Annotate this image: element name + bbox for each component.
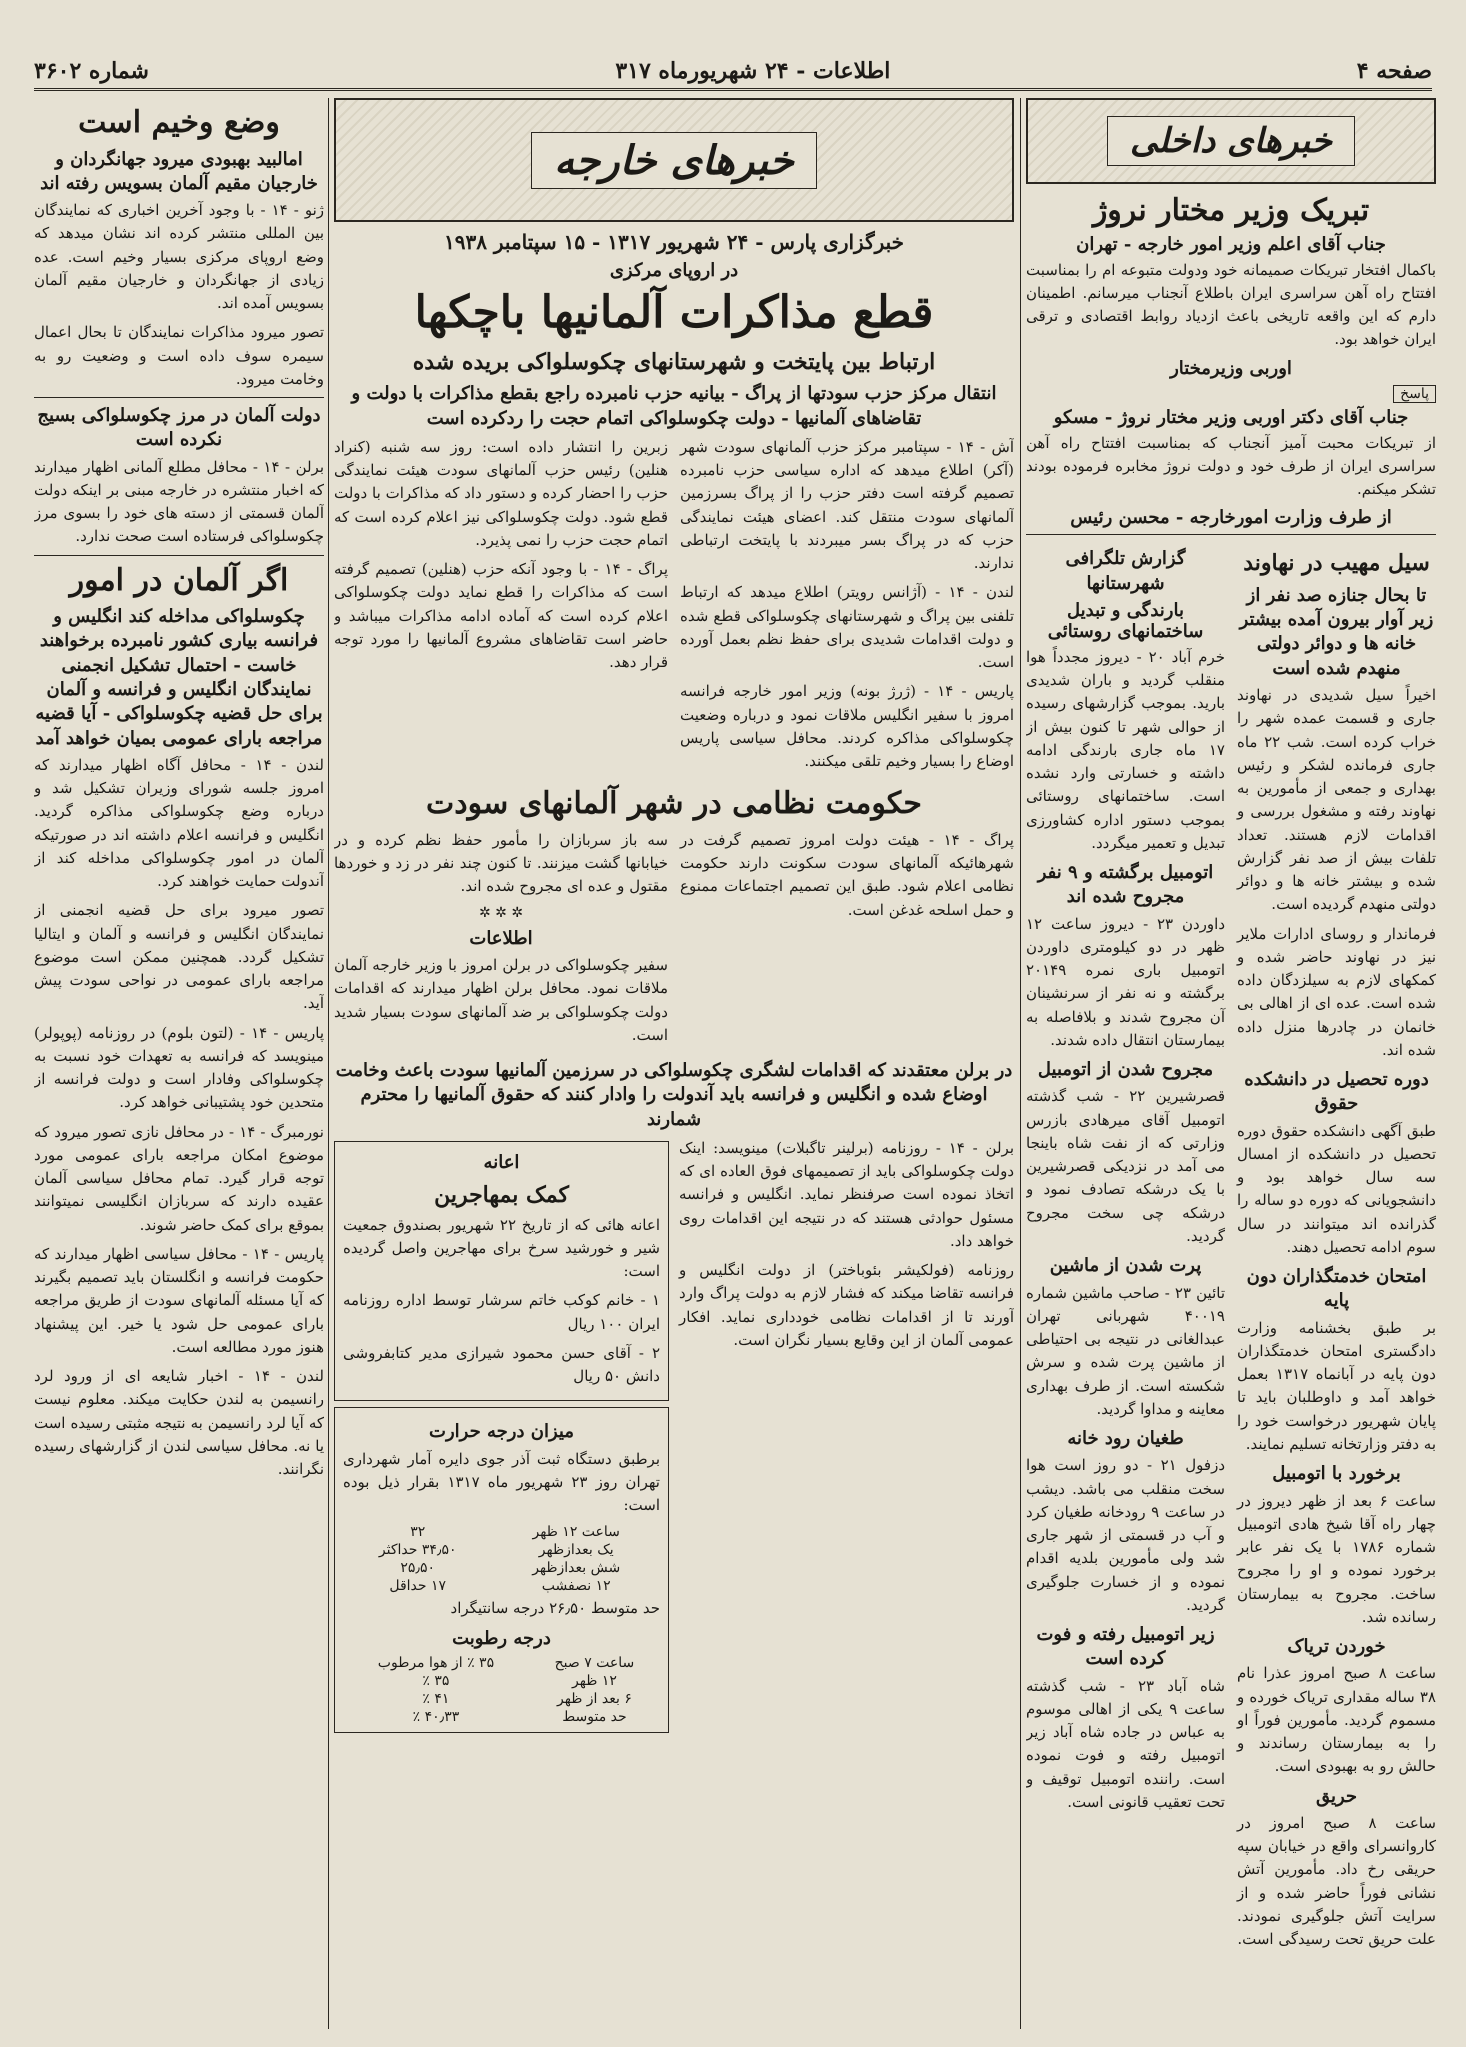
table-cell: ۴۰٫۳۳ ٪ — [412, 1708, 460, 1725]
star-ornament: ✲ ✲ ✲ — [478, 904, 524, 921]
table-cell: ۶ بعد از ظهر — [557, 1690, 632, 1707]
region-kicker: در اروپای مرکزی — [609, 260, 739, 281]
law-course-headline: دوره تحصیل در دانشکده حقوق — [1244, 1069, 1429, 1115]
donation-label: اعانه — [483, 1151, 520, 1173]
table-row — [343, 1672, 660, 1690]
report-text: خرم آباد ۲۰ - دیروز مجدداً هوا منقلب گردید و باران شدیدی بارید. بموجب گزارشهای رسیده از حوالی شهر تا کنون بیش از ۱۷ ماه جاری بارندگی ادامه داشته و خسارتی وارد نشده است. ساختمانهای روستائی بموجب دستور اداره کشاورزی تبدیل و تعمیر میگردد. — [1026, 647, 1225, 852]
norway-addressee: جناب آقای اعلم وزیر امور خارجه - تهران — [1076, 233, 1386, 255]
table-cell: ۳۲ — [410, 1524, 426, 1541]
flood-text-2: فرماندار و روسای ادارات ملایر نیز در نهاوند حاضر شده و کمکهای لازم به سیلزدگان داده شده است. عده ای از اهالی بی خانمان در چادرها منزل داده شده اند. — [1237, 924, 1436, 1059]
table-row — [343, 1690, 660, 1708]
report-headline: گزارش تلگرافی شهرستانها — [1065, 548, 1186, 594]
foreign-text-4: پاریس - ۱۴ - (ژرژ بونه) وزیر امور خارجه فرانسه امروز با سفیر انگلیس ملاقات نمود و درباره وضعیت چکوسلواکی مذاکره کردند. محافل سیاسی پاریس اوضاع را بسیار وخیم تلقی میکنند. — [680, 682, 1014, 771]
humidity-title: درجه رطوبت — [452, 1627, 551, 1649]
accident-headline: زیر اتومبیل رفته و فوت کرده است — [1036, 1624, 1215, 1670]
paper-date: اطلاعات - ۲۴ شهریورماه ۳۱۷ — [615, 58, 891, 84]
table-cell: ۴۱ ٪ — [422, 1690, 450, 1707]
table-row — [343, 1577, 660, 1595]
donation-text: اعانه هائی که از تاریخ ۲۲ شهریور بصندوق جمعیت شیر و خورشید سرخ برای مهاجرین واصل گردیده است: — [343, 1215, 660, 1281]
flood-headline: سیل مهیب در نهاوند — [1243, 550, 1430, 577]
exam-headline: امتحان خدمتگذاران دون پایه — [1246, 1266, 1427, 1312]
donation-title: کمک بمهاجرین — [434, 1181, 569, 1208]
intervention-text-2: تصور میرود برای حل قضیه انجمنی از نمایندگان انگلیس و فرانسه و آلمان و ایتالیا تشکیل گردد. همچنین ممکن است موضوع مراجعه بارای عمومی در نواحی سودت پیش آید. — [34, 901, 324, 1013]
table-cell: ۱۷ حداقل — [389, 1578, 447, 1595]
temperature-average: حد متوسط ۲۶٫۵۰ درجه سانتیگراد — [450, 1599, 660, 1618]
table-cell: ۳۵ ٪ از هوا مرطوب — [377, 1654, 495, 1671]
opium-headline: خوردن تریاک — [1287, 1636, 1386, 1658]
accident-text: شاه آباد ۲۳ - شب گذشته ساعت ۹ یکی از اهالی موسوم به عباس در جاده شاه آباد زیر اتومبیل رفته و فوت نموده است. راننده اتومبیل توقیف و تحت تعقیب قانونی است. — [1026, 1676, 1225, 1811]
foreign-text-5: پراگ - ۱۴ - با وجود آنکه حزب (هنلین) تصمیم گرفته است که مذاکرات را قطع نماید دولت چکوسلواکی اعلام کرده است که آماده ادامه مذاکرات میباشد و حاضر است تقاضاهای مشروع آلمانیها را مورد توجه قرار دهد. — [334, 560, 669, 672]
reply-tag-wrap — [1026, 383, 1436, 403]
page-label: صفحه ۴ — [1356, 58, 1432, 84]
table-cell: ۲۵٫۵۰ — [400, 1560, 436, 1577]
foreign-subcol-right — [680, 434, 1014, 780]
table-cell: ۳۵ ٪ — [422, 1672, 450, 1689]
intervention-text-1: لندن - ۱۴ - محافل آگاه اظهار میدارند که امروز جلسه شورای وزیران تشکیل شد و درباره وضع چکوسلواکی مذاکره گردید. انگلیس و فرانسه اعلام داشته اند در صورتیکه آلمان در امور چکوسلواکی مداخله کند از آندولت حمایت خواهند کرد. — [34, 755, 324, 891]
exam-text: بر طبق بخشنامه وزارت دادگستری امتحان خدمتگذاران دون پایه در آبانماه ۱۳۱۷ بعمل خواهد آمد و داوطلبان باید تا پایان شهریور درخواست خود را به دفتر وزارتخانه تسلیم نمایند. — [1237, 1318, 1436, 1453]
martial-text-1: پراگ - ۱۴ - هیئت دولت امروز تصمیم گرفت در شهرهائیکه آلمانهای سودت سکونت دارند حکومت نظامی اعلام شود. طبق این تصمیم اجتماعات ممنوع و حمل اسلحه غدغن است. — [680, 830, 1014, 919]
donation-item-2: ۲ - آقای حسن محمود شیرازی مدیر کتابفروشی دانش ۵۰ ریال — [343, 1343, 660, 1386]
weather-box — [334, 1407, 669, 1733]
issue-number: شماره ۳۶۰۲ — [34, 58, 149, 84]
intervention-text-4: نورمبرگ - ۱۴ - در محافل نازی تصور میرود که موضوع امکان مراجعه بارای عمومی مورد توجه قرار گیرد. تمام محافل سیاسی آلمان عقیده دارند که سربازان انگلیسی نمیتوانند بموقع برای کمک حاضر شوند. — [34, 1122, 324, 1234]
table-cell: حد متوسط — [562, 1708, 627, 1725]
domestic-banner — [1026, 98, 1436, 184]
donation-notice — [334, 1141, 669, 1401]
domestic-subcolumns — [1026, 541, 1436, 1957]
table-cell: ساعت ۱۲ ظهر — [532, 1524, 620, 1541]
reply-addressee: جناب آقای دکتر اوربی وزیر مختار نروژ - مسکو — [1053, 406, 1409, 428]
table-cell: ۱۲ ظهر — [572, 1672, 617, 1689]
crash-text: ساعت ۶ بعد از ظهر دیروز در چهار راه آقا شیخ هادی اتومبیل شماره ۱۷۸۶ با یک نفر عابر برخورد نموده و او را مجروح ساخت. مجروح به بیمارستان رسانده شد. — [1237, 1491, 1436, 1626]
berlin-headline: در برلن معتقدند که اقدامات لشگری چکوسلواکی در سرزمین آلمانیها سودت باعث وخامت اوضاع شده و انگلیس و فرانسه باید آندولت را وادار کنند که حقوق آلمانیها را محترم شمارند — [335, 1060, 1013, 1130]
fire-text: ساعت ۸ صبح امروز در کاروانسرای واقع در خیابان سپه حریقی رخ داد. مأمورین آتش نشانی فوراً حاضر شده و از سرایت آتش جلوگیری نمودند. علت حریق تحت رسیدگی است. — [1237, 1813, 1436, 1949]
domestic-banner-title: خبرهای داخلی — [1107, 116, 1355, 166]
temperature-intro: برطبق دستگاه ثبت آذر جوی دایره آمار شهرداری تهران روز ۲۳ شهریور ماه ۱۳۱۷ بقرار ذیل بوده است: — [343, 1449, 660, 1515]
main-subheadline: ارتباط بین پایتخت و شهرستانهای چکوسلواکی بریده شده — [412, 348, 936, 375]
table-row — [343, 1541, 660, 1559]
flood-subheadline: تا بحال جنازه صد نفر از زیر آوار بیرون آمده بیشتر خانه ها و دوائر دولتی منهدم شده است — [1239, 584, 1434, 679]
law-course-text: طبق آگهی دانشکده حقوق دوره تحصیل در دانشکده از امسال سه سال خواهد بود و دانشجویانی که دوره دو ساله را گذرانده اند میتوانند در سال سوم ادامه تحصیل دهند. — [1237, 1121, 1436, 1256]
table-cell: شش بعدازظهر — [532, 1560, 621, 1577]
intervention-text-3: پاریس - ۱۴ - (لتون بلوم) در روزنامه (پوپولر) مینویسد که فرانسه به تعهدات خود نسبت به چکوسلواکی وفادار است و دولت فرانسه از متحدین خود پشتیبانی خواهد کرد. — [34, 1023, 324, 1112]
foreign-text-2: لندن - ۱۴ - (آژانس رویتر) اطلاع میدهد که ارتباط تلفنی بین پراگ و شهرستانهای چکوسلواکی قطع شده و دولت اقدامات شدیدی برای حفظ نظم بعمل آورده است. — [680, 583, 1014, 672]
notices-col — [334, 1135, 669, 1739]
column-rule — [1020, 98, 1021, 2029]
table-row — [343, 1523, 660, 1541]
foreign-subcolumns — [334, 434, 1014, 780]
fall-headline: پرت شدن از ماشین — [1049, 1255, 1202, 1277]
reply-tag: پاسخ — [1393, 385, 1436, 403]
situation-headline: وضع وخیم است — [78, 105, 280, 140]
martial-text-2: سه باز سربازان را مأمور حفظ نظم کرده و در خیابانها گشت میزنند. تا کنون چند نفر در زد و خوردها مقتول و عده ای مجروح شده اند. — [334, 830, 668, 896]
river-text: دزفول ۲۱ - دو روز است هوا سخت منقلب می باشد. دیشب در ساعت ۹ رودخانه طغیان کرد و آب در قسمتی از شهر جاری شد ولی مأمورین بلدیه اقدام نموده و از خسارت جلوگیری گردید. — [1026, 1456, 1225, 1614]
foreign-text-1: آش - ۱۴ - سپتامبر مرکز حزب آلمانهای سودت شهر (آکر) اطلاع میدهد که اداره سیاسی حزب نامبرده تصمیم گرفته است دفتر حزب را از پراگ بسرزمین آلمانهای سودت منتقل کند. اعضای هیئت نمایندگی حزب که در پراگ بسر میبردند با پایتخت ارتباطی ندارند. — [680, 437, 1014, 573]
injury-text: قصرشیرین ۲۲ - شب گذشته اتومبیل آقای میرهادی بازرس وزارتی که از نفت شاه باینجا می آمد در نزدیکی قصرشیرین با یک درشکه تصادف نمود و درشکه چی سخت مجروح گردید. — [1026, 1087, 1225, 1245]
berlin-text-2: روزنامه (فولکیشر بئوباختر) از دولت انگلیس و فرانسه تقاضا میکند که فشار لازم به دولت پراگ وارد آورند تا از اقدامات نظامی خودداری نماید. افکار عمومی آلمان از این وقایع بسیار نگران است. — [679, 1261, 1014, 1349]
table-cell: یک بعدازظهر — [538, 1542, 614, 1559]
bus-headline: اتومبیل برگشته و ۹ نفر مجروح شده اند — [1037, 862, 1214, 908]
berlin-col — [679, 1135, 1014, 1739]
table-cell: ۱۲ نصفشب — [541, 1578, 611, 1595]
martial-law-headline: حکومت نظامی در شهر آلمانهای سودت — [426, 786, 922, 822]
situation-column — [34, 98, 324, 2029]
report-subheadline: بارندگی و تبدیل ساختمانهای روستائی — [1047, 599, 1204, 642]
fall-text: تائین ۲۳ - صاحب ماشین شماره ۴۰۰۱۹ شهربانی تهران عبدالغانی در نتیجه بی احتیاطی از ماشین پرت شده و سرش شکسته است. از طرف بهداری معاینه و مداوا گردید. — [1026, 1283, 1225, 1418]
situation-text-1: ژنو - ۱۴ - با وجود آخرین اخباری که نمایندگان بین المللی منتشر کرده اند نشان میدهد که وضع اروپای مرکزی بسیار وخیم است. عده زیادی از جهانگردان و خارجیان مقیم آلمان بسویس آمده اند. — [34, 201, 324, 313]
intervention-text-5: پاریس - ۱۴ - محافل سیاسی اظهار میدارند که حکومت فرانسه و انگلستان باید تصمیم بگیرند که آیا مسئله آلمانهای سودت از طریق مراجعه بارای عمومی حل شود یا خیر. این پیشنهاد هنوز مورد مطالعه است. — [34, 1244, 324, 1356]
martial-subcolumns — [334, 827, 1014, 1053]
temperature-table — [343, 1523, 660, 1595]
donation-item-1: ۱ - خانم کوکب خاتم سرشار توسط اداره روزنامه ایران ۱۰۰ ریال — [343, 1291, 660, 1333]
norway-message: باکمال افتخار تبریکات صمیمانه خود ودولت متبوعه ام را بمناسبت افتتاح راه آهن سراسری ایران باطلاع آنجناب میرسانم. اطمینان دارم که این واقعه تاریخی باعث ازدیاد روابط اقتصادی و ترقی ایران خواهد بود. — [1026, 260, 1436, 349]
foreign-banner — [334, 98, 1014, 222]
mobilization-headline: دولت آلمان در مرز چکوسلواکی بسیج نکرده است — [37, 405, 321, 451]
etelaat-text: سفیر چکوسلواکی در برلن امروز با وزیر خارجه آلمان ملاقات نمود. محافل برلن اظهار میدارند که اقدامات دولت چکوسلواکی بر ضد آلمانهای سودت بسیار شدید است. — [334, 956, 668, 1044]
foreign-subcol-left — [334, 434, 668, 780]
agency-dateline: خبرگزاری پارس - ۲۴ شهریور ۱۳۱۷ - ۱۵ سپتامبر ۱۹۳۸ — [443, 230, 905, 254]
table-cell: ساعت ۷ صبح — [554, 1654, 635, 1671]
berlin-text-1: برلن - ۱۴ - روزنامه (برلینر تاگبلات) مینویسد: اینک دولت چکوسلواکی باید از تصمیمهای فوق العاده ای که اتخاذ نموده است صرفنظر نماید. انگلیس و فرانسه مسئول حوادثی هستند که در نتیجه این اقدامات روی خواهد داد. — [679, 1138, 1014, 1250]
divider — [34, 555, 324, 556]
intervention-text-6: لندن - ۱۴ - اخبار شایعه ای از ورود لرد رانسیمن به لندن حکایت میکند. معلوم نیست که آیا لرد رانسیمن به نتیجه مثبتی رسیده است یا نه. محافل سیاسی لندن از گزارشهای رسیده نگرانند. — [34, 1367, 324, 1479]
situation-subheadline: امالبید بهبودی میرود جهانگردان و خارجیان مقیم آلمان بسویس رفته اند — [40, 148, 318, 194]
norway-signature: اوربی وزیرمختار — [1170, 357, 1292, 379]
table-row — [343, 1559, 660, 1577]
table-row — [343, 1654, 660, 1672]
folio-bar — [34, 54, 1432, 91]
table-row — [343, 1708, 660, 1726]
martial-subcol-left — [334, 827, 668, 1053]
situation-text-2: تصور میرود مذاکرات نمایندگان تا بحال اعمال سیمره سوف داده است و وضعیت رو به وخامت میرود. — [34, 323, 324, 388]
table-cell: ۳۴٫۵۰ حداکثر — [378, 1542, 457, 1559]
reply-signature: از طرف وزارت امورخارجه - محسن رئیس — [1070, 507, 1392, 529]
intervention-headline: اگر آلمان در امور — [69, 562, 289, 598]
foreign-banner-title: خبرهای خارجه — [531, 132, 817, 189]
divider — [1026, 534, 1436, 535]
norway-headline: تبریک وزیر مختار نروژ — [1092, 193, 1370, 228]
mobilization-text: برلن - ۱۴ - محافل مطلع آلمانی اظهار میدارند که اخبار منتشره در خارجه مبنی بر اینکه دولت آلمان قسمتی از دسته های خود را بسوی مرز چکوسلواکی فرستاده است صحت ندارد. — [34, 457, 324, 546]
foreign-text-3: زبرین را انتشار داده است: روز سه شنبه (کنراد هنلین) رئیس حزب آلمانهای سودت هیئت نمایندگی حزب را احضار کرده و دستور داد که مذاکرات با دولت قطع شود. دولت چکوسلواکی نیز اعلام کرده است که اتمام حجت حزب را نمی پذیرد. — [334, 437, 668, 549]
bus-text: داوردن ۲۳ - دیروز ساعت ۱۲ ظهر در دو کیلومتری داوردن اتومبیل باری نمره ۲۰۱۴۹ برگشته و نه نفر از سرنشینان آن مجروح شدند و بلافاصله به بیمارستان انتقال داده شدند. — [1026, 914, 1225, 1049]
main-deck: انتقال مرکز حزب سودتها از پراگ - بیانیه حزب نامبرده راجع بقطع مذاکرات با دولت و تقاضاهای آلمانیها - دولت چکوسلواکی اتمام حجت را ردکرده است — [351, 383, 997, 429]
river-headline: طغیان رود خانه — [1067, 1428, 1184, 1450]
flood-text: اخیراً سیل شدیدی در نهاوند جاری و قسمت عمده شهر را خراب کرده است. شب ۲۲ ماه جاری فرمانده لشکر و رئیس بهداری و جمعی از مأمورین به نهاوند رفته و مشغول بررسی و اقدامات لازم هستند. تعداد تلفات بیش از صد نفر گزارش شده و بیشتر خانه ها و دوائر دولتی منهدم گردیده است. — [1237, 686, 1436, 914]
bottom-subcolumns — [334, 1135, 1014, 1739]
main-headline: قطع مذاکرات آلمانیها باچکها — [414, 287, 934, 338]
opium-text: ساعت ۸ صبح امروز عذرا نام ۳۸ ساله مقداری تریاک خورده و مسموم گردید. مأمورین فوراً او را به بیمارستان رساندند و حالش رو به بهبودی است. — [1237, 1664, 1436, 1776]
divider — [34, 397, 324, 398]
domestic-subcol-left — [1026, 541, 1225, 1957]
fire-headline: حریق — [1315, 1785, 1358, 1807]
foreign-news-column — [334, 98, 1014, 2029]
crash-headline: برخورد با اتومبیل — [1272, 1463, 1401, 1485]
temperature-title: میزان درجه حرارت — [429, 1421, 574, 1443]
etelaat-headline: اطلاعات — [469, 927, 533, 949]
martial-subcol-right — [680, 827, 1014, 1053]
intervention-deck: چکوسلواکی مداخله کند انگلیس و فرانسه بیاری کشور نامبرده برخواهند خاست - احتمال تشکیل انجمنی نمایندگان انگلیس و فرانسه و آلمان برای حل قضیه چکوسلواکی - آیا قضیه مراجعه بارای عمومی بمیان خواهد آمد — [35, 606, 323, 749]
column-rule — [328, 98, 329, 2029]
domestic-subcol-right — [1237, 541, 1436, 1957]
injury-headline: مجروح شدن از اتومبیل — [1037, 1059, 1214, 1081]
reply-message: از تبریکات محبت آمیز آنجناب که بمناسبت افتتاح راه آهن سراسری ایران از طرف خود و دولت نروژ مخابره فرموده بودند تشکر میکنم. — [1026, 433, 1436, 498]
humidity-table — [343, 1654, 660, 1726]
domestic-news-column — [1026, 98, 1436, 2029]
